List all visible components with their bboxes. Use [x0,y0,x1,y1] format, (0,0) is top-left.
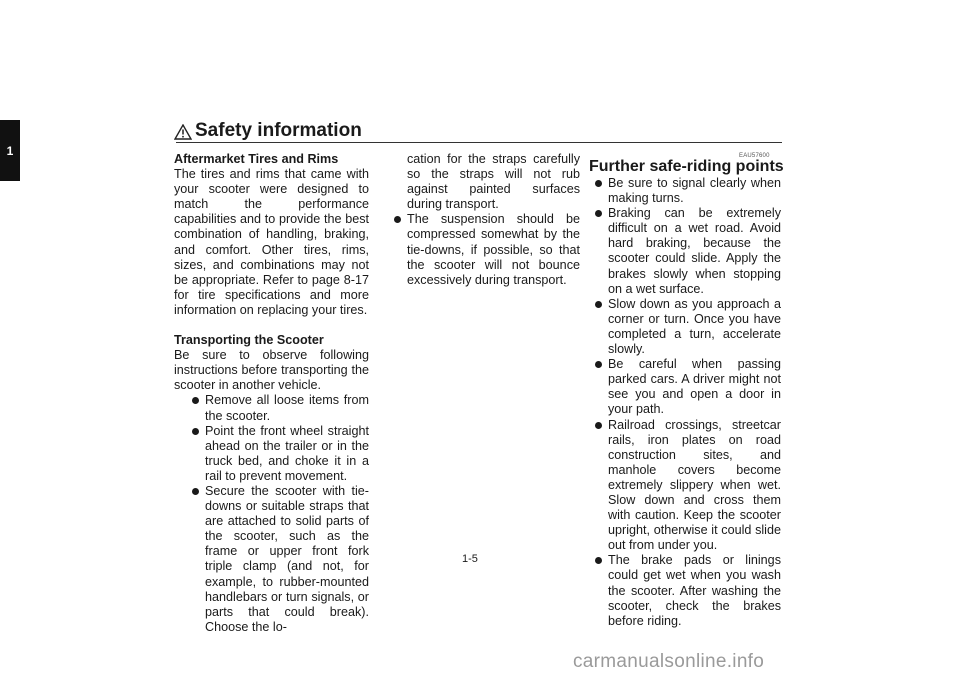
bullet-icon [595,361,602,368]
section-heading-aftermarket-tires: Aftermarket Tires and Rims [174,152,339,166]
list-item: The brake pads or linings could get wet when you wash the scooter. After washing the scooter, check the brakes before riding. [589,553,781,628]
section-heading-transporting: Transporting the Scooter [174,333,324,348]
bullet-icon [192,488,199,495]
bullet-icon [595,422,602,429]
bullet-icon [595,210,602,217]
chapter-number: 1 [6,143,14,158]
page-number: 1-5 [462,553,478,565]
list-item: Secure the scooter with tie-downs or suitable straps that are attached to solid parts of the scooter, such as the frame or upper front fork triple clamp (and not, for example, to rubber-mounted handlebars or turn signals, or parts that could break). Choose the lo- [186,484,369,635]
column-2 [396,152,580,288]
column-1 [174,152,369,635]
page-title: Safety information [195,120,362,141]
bullet-icon [192,428,199,435]
list-item: Point the front wheel straight ahead on the trailer or in the truck bed, and choke it in a rail to prevent movement. [186,424,369,484]
page-header [174,120,782,144]
bullet-icon [595,180,602,187]
list-item: The suspension should be compressed somewhat by the tie-downs, if possible, so that the scooter will not bounce excessively during transport. [388,212,580,287]
bullet-icon [595,557,602,564]
list-item: Remove all loose items from the scooter. [186,393,369,423]
paragraph-transporting: Be sure to observe following instructions before transporting the scooter in another vehicle. [174,348,369,393]
list-item: Be sure to signal clearly when making turns. [589,176,781,206]
section-heading-safe-riding: Further safe-riding points [589,158,784,175]
watermark: carmanualsonline.info [573,651,765,672]
paragraph-continuation: cation for the straps carefully so the straps will not rub against painted surfaces during transport. [407,152,580,212]
list-item: Be careful when passing parked cars. A driver might not see you and open a door in your path. [589,357,781,417]
bullet-icon [192,397,199,404]
list-item: Railroad crossings, streetcar rails, iron plates on road construction sites, and manhole covers become extremely slippery when wet. Slow down and cross them with caution. Keep the scooter upright, otherwise it could slide out from under you. [589,418,781,554]
list-item: Slow down as you approach a corner or turn. Once you have completed a turn, accelerate slowly. [589,297,781,357]
list-item: Braking can be extremely difficult on a wet road. Avoid hard braking, because the scooter could slide. Apply the brakes slowly when stopping on a wet surface. [589,206,781,297]
paragraph-aftermarket-tires: The tires and rims that came with your scooter were designed to match the performance capabilities and to provide the best combination of handling, braking, and comfort. Other tires, rims, sizes, and combinations may not be appropriate. Refer to page 8-17 for tire specifications and more information on replacing your tires. [174,167,369,317]
header-rule [176,142,782,143]
document-code: EAU57600 [739,153,770,159]
chapter-tab [0,120,20,181]
column-3 [589,176,781,629]
bullet-icon [595,301,602,308]
warning-triangle-icon [174,124,192,140]
bullet-icon [394,216,401,223]
